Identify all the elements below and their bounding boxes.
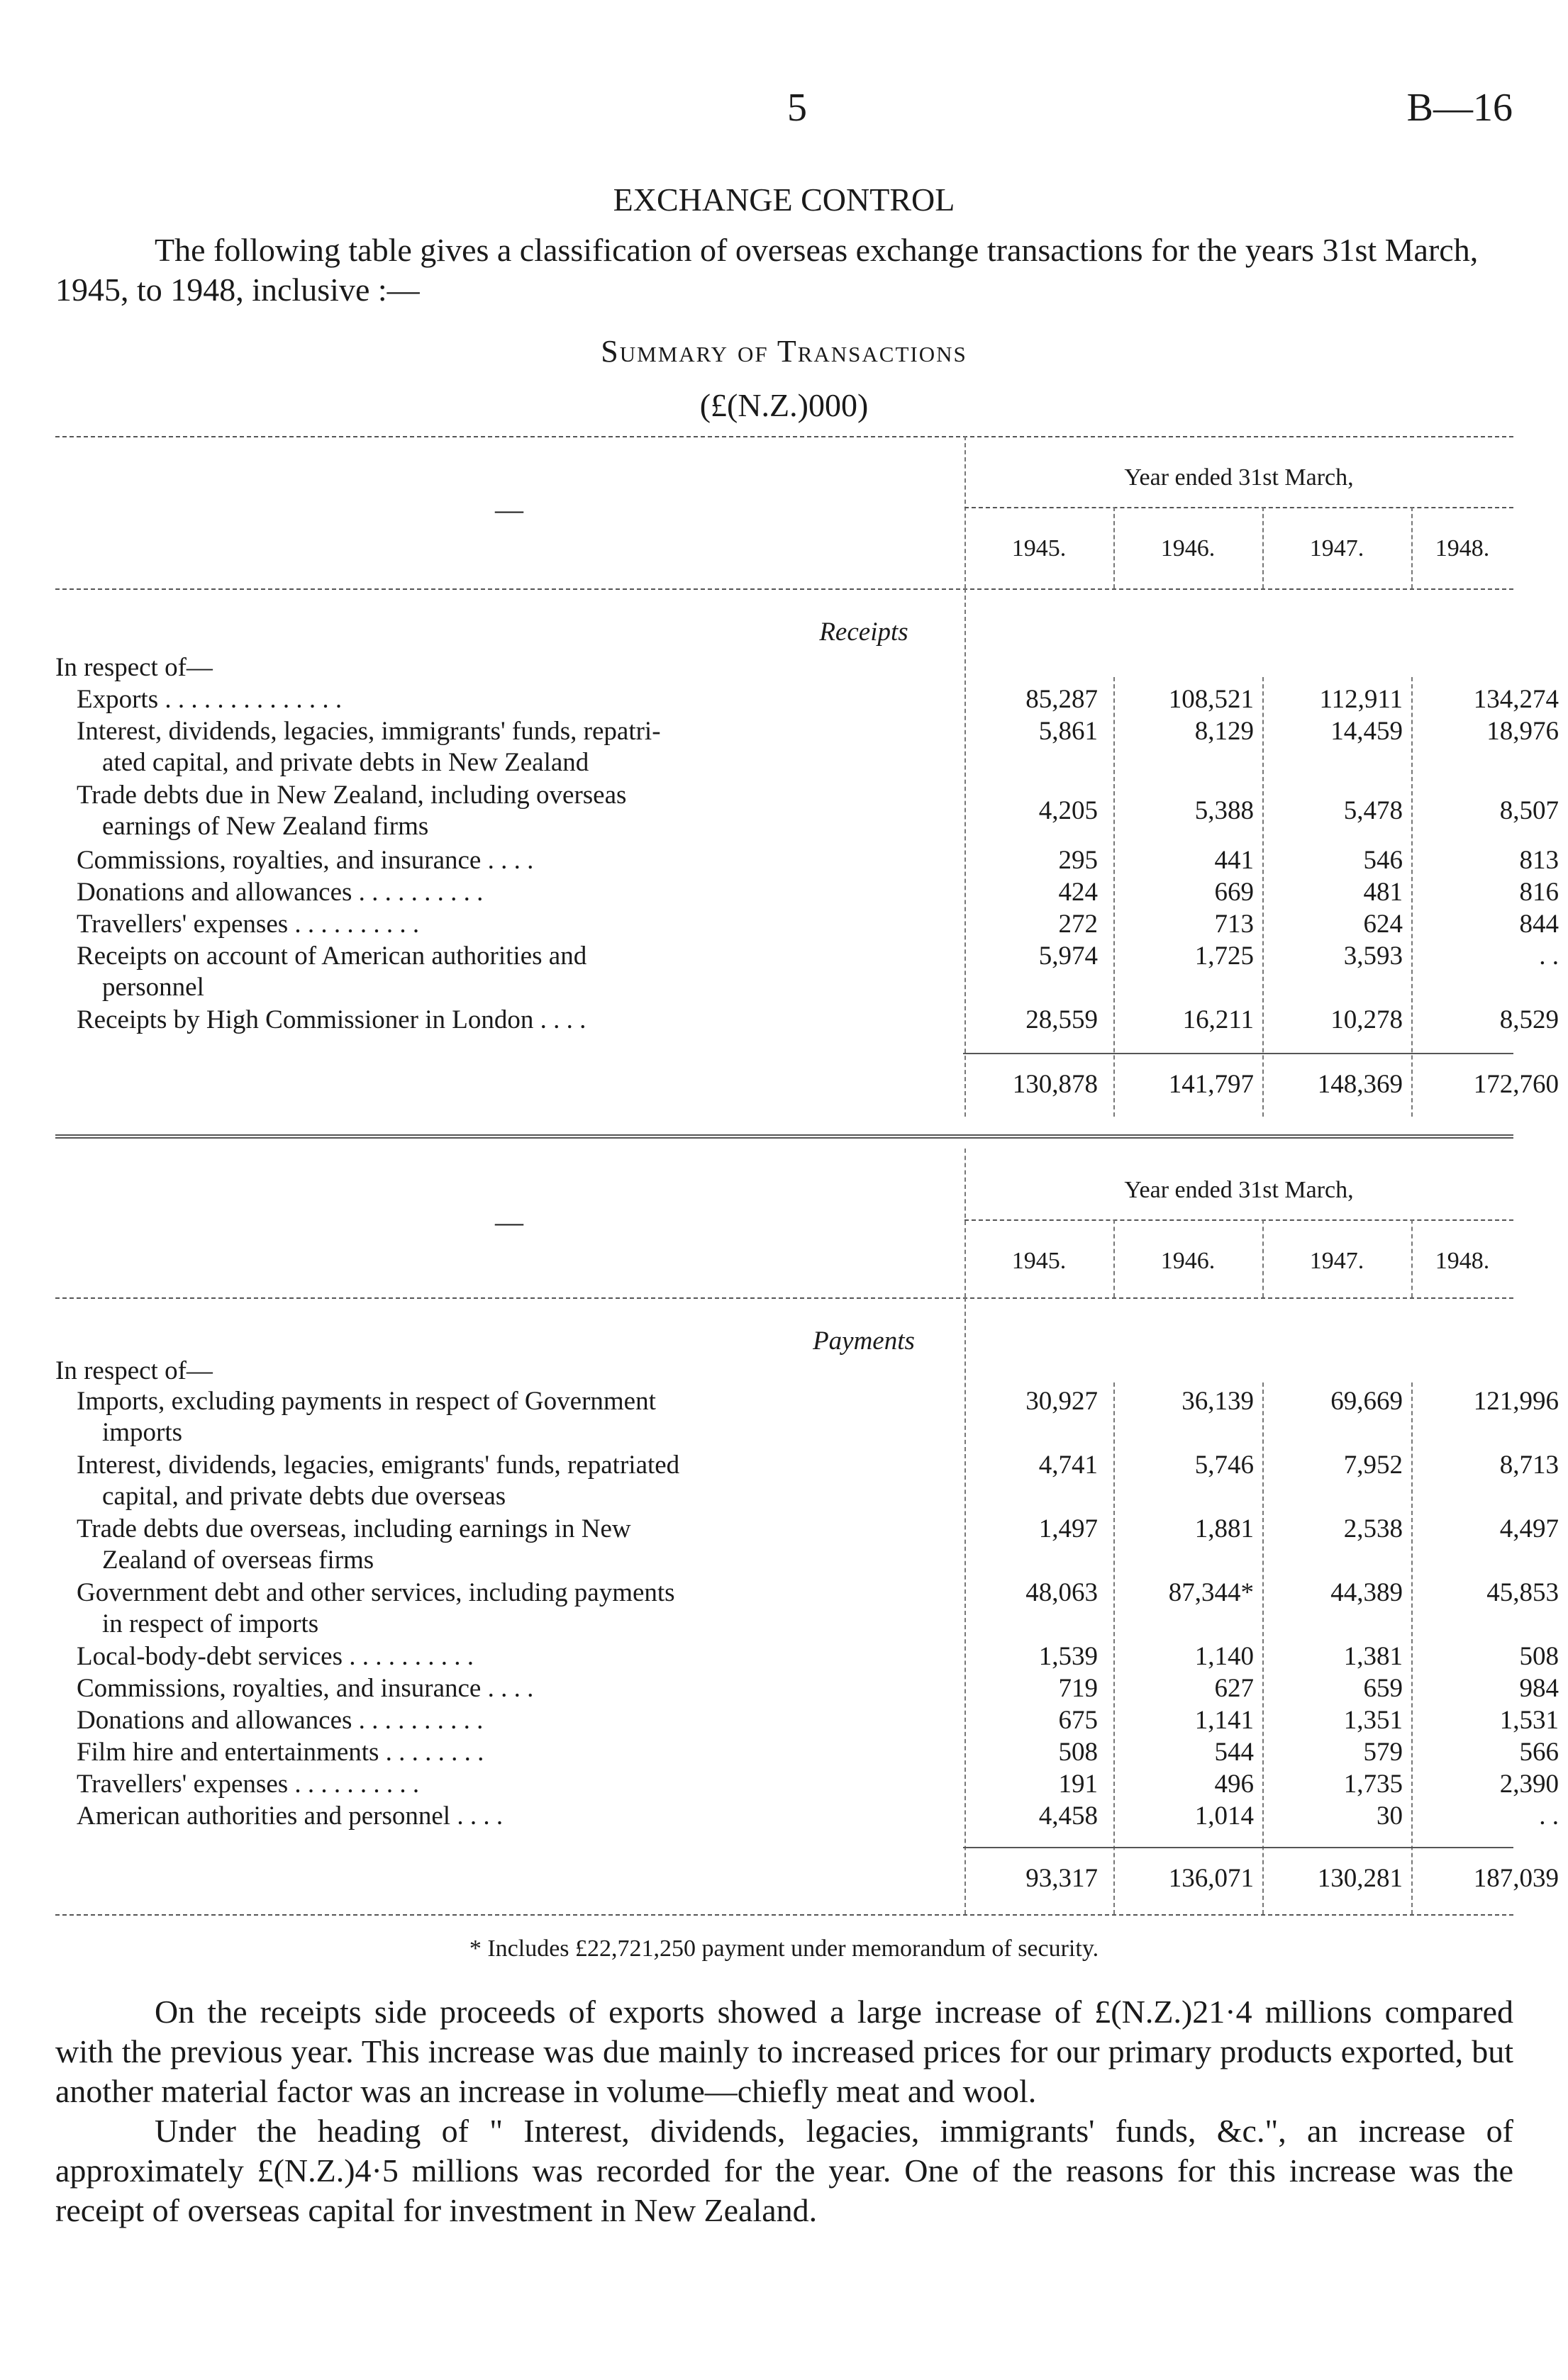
total-1946: 136,071 [1168,1864,1254,1893]
table-row [55,1450,1559,1512]
cell-1948: 134,274 [1473,685,1559,714]
cell-1948: 18,976 [1486,717,1559,746]
cell-1946: 1,141 [1194,1706,1254,1735]
cell-1946: 1,014 [1194,1801,1254,1831]
cell-1945: 272 [1058,910,1098,939]
cell-1946: 36,139 [1181,1387,1254,1416]
cell-1947: 69,669 [1330,1387,1403,1416]
cell-1945: 5,974 [1038,942,1098,971]
total-1947: 130,281 [1317,1864,1403,1893]
table-row [55,1514,1559,1576]
cell-1946: 1,881 [1194,1514,1254,1543]
cell-1945: 675 [1058,1706,1098,1735]
row-label: Interest, dividends, legacies, immigrants' funds, repatri- [77,717,661,746]
in-respect-of: In respect of— [55,1356,213,1385]
row-label: American authorities and personnel . . . . [77,1801,504,1831]
row-label: Donations and allowances . . . . . . . . . . [77,1706,484,1735]
total-row [55,1067,1559,1110]
total-1946: 141,797 [1168,1070,1254,1099]
row-label: Trade debts due overseas, including earnings in New [77,1514,631,1543]
cell-1948: 121,996 [1473,1387,1559,1416]
cell-1946: 87,344* [1168,1578,1254,1607]
cell-1948: 8,507 [1499,796,1559,825]
cell-1948: 8,529 [1499,1005,1559,1034]
table-row [55,1386,1559,1448]
cell-1945: 191 [1058,1770,1098,1799]
cell-1945: 508 [1058,1738,1098,1767]
row-label: Commissions, royalties, and insurance . . . . [77,1674,534,1703]
cell-1946: 5,746 [1194,1451,1254,1480]
row-label-cont: personnel [102,973,204,1002]
cell-1945: 30,927 [1025,1387,1098,1416]
cell-1948: 508 [1519,1642,1559,1671]
cell-1945: 48,063 [1025,1578,1098,1607]
footnote: * Includes £22,721,250 payment under memorandum of security. [469,1935,1099,1962]
in-respect-of: In respect of— [55,653,213,682]
year-header: 1947. [1309,535,1364,562]
row-label: Travellers' expenses . . . . . . . . . . [77,910,420,939]
cell-1947: 14,459 [1330,717,1403,746]
year-header: 1945. [1011,1248,1067,1274]
cell-1948: 816 [1519,878,1559,907]
cell-1948: . . [1539,942,1559,971]
cell-1948: 8,713 [1499,1451,1559,1480]
cell-1948: 2,390 [1499,1770,1559,1799]
cell-1945: 28,559 [1025,1005,1098,1034]
cell-1948: 984 [1519,1674,1559,1703]
commentary [55,1992,1513,2230]
table-row [55,780,1559,842]
cell-1947: 44,389 [1330,1578,1403,1607]
cell-1946: 1,725 [1194,942,1254,971]
page-number: 5 [787,86,807,130]
cell-1945: 424 [1058,878,1098,907]
cell-1947: 112,911 [1319,685,1403,714]
total-1947: 148,369 [1317,1070,1403,1099]
cell-1947: 3,593 [1343,942,1403,971]
total-row [55,1861,1559,1904]
table-row [55,941,1559,1003]
year-group-header: Year ended 31st March, [1124,464,1354,491]
cell-1946: 669 [1214,878,1254,907]
table-row [55,716,1559,778]
cell-1946: 108,521 [1168,685,1254,714]
page-code: B—16 [1406,86,1513,130]
cell-1946: 627 [1214,1674,1254,1703]
total-1948: 187,039 [1473,1864,1559,1893]
table-unit: (£(N.Z.)000) [699,387,869,423]
row-label: Receipts by High Commissioner in London . . . . [77,1005,586,1034]
cell-1947: 481 [1363,878,1403,907]
cell-1947: 659 [1363,1674,1403,1703]
row-label: Commissions, royalties, and insurance . . . . [77,846,534,875]
cell-1946: 544 [1214,1738,1254,1767]
stub-header: — [495,493,523,525]
row-label: Donations and allowances . . . . . . . . . . [77,878,484,907]
cell-1947: 30 [1377,1801,1403,1831]
cell-1946: 441 [1214,846,1254,875]
table-row [55,1577,1559,1640]
table-row [55,1005,1559,1067]
cell-1946: 16,211 [1182,1005,1254,1034]
payments-label: Payments [813,1326,915,1356]
row-label-cont: capital, and private debts due overseas [102,1482,506,1511]
cell-1945: 4,205 [1038,796,1098,825]
cell-1947: 1,351 [1343,1706,1403,1735]
cell-1946: 496 [1214,1770,1254,1799]
payments-table [55,1149,1559,1928]
cell-1947: 2,538 [1343,1514,1403,1543]
cell-1947: 624 [1363,910,1403,939]
year-header: 1947. [1309,1248,1364,1274]
cell-1945: 4,741 [1038,1451,1098,1480]
paragraph: On the receipts side proceeds of exports showed a large increase of £(N.Z.)21·4 millions compared with the previous year. This increase was due mainly to increased prices for our primary products exported, but another material factor was an increase in volume—chiefly meat and wool. [55,1994,1513,2109]
row-label: Local-body-debt services . . . . . . . . . . [77,1642,474,1671]
cell-1946: 5,388 [1194,796,1254,825]
year-group-header: Year ended 31st March, [1124,1177,1354,1203]
year-header: 1948. [1435,1248,1490,1274]
intro-text: The following table gives a classification of overseas exchange transactions for the years 31st March, 1945, to 1948, inclusive :— [55,232,1479,308]
row-label: Travellers' expenses . . . . . . . . . . [77,1770,420,1799]
table-subtitle: Summary of Transactions [601,334,967,369]
cell-1948: 566 [1519,1738,1559,1767]
row-label-cont: in respect of imports [102,1609,319,1638]
cell-1945: 719 [1058,1674,1098,1703]
document-title: EXCHANGE CONTROL [613,181,955,218]
receipts-label: Receipts [819,618,908,647]
cell-1947: 546 [1363,846,1403,875]
row-label: Film hire and entertainments . . . . . . . . [77,1738,484,1767]
cell-1945: 295 [1058,846,1098,875]
cell-1945: 1,539 [1038,1642,1098,1671]
year-header: 1946. [1160,535,1216,562]
cell-1948: 4,497 [1499,1514,1559,1543]
total-1945: 93,317 [1025,1864,1098,1893]
cell-1945: 85,287 [1025,685,1098,714]
cell-1946: 8,129 [1194,717,1254,746]
row-label: Imports, excluding payments in respect of Government [77,1387,656,1416]
cell-1947: 1,735 [1343,1770,1403,1799]
year-header: 1945. [1011,535,1067,562]
cell-1947: 579 [1363,1738,1403,1767]
cell-1948: 45,853 [1486,1578,1559,1607]
cell-1948: 1,531 [1499,1706,1559,1735]
cell-1948: 813 [1519,846,1559,875]
cell-1947: 7,952 [1343,1451,1403,1480]
cell-1945: 4,458 [1038,1801,1098,1831]
cell-1947: 10,278 [1330,1005,1403,1034]
receipts-table [55,436,1559,1131]
row-label-cont: imports [102,1418,183,1447]
intro-paragraph [55,230,1513,310]
row-label: Interest, dividends, legacies, emigrants' funds, repatriated [77,1451,680,1480]
row-label: Receipts on account of American authorities and [77,942,587,971]
year-header: 1948. [1435,535,1490,562]
year-header: 1946. [1160,1248,1216,1274]
row-label-cont: earnings of New Zealand firms [102,812,429,841]
cell-1945: 1,497 [1038,1514,1098,1543]
cell-1946: 713 [1214,910,1254,939]
row-label: Government debt and other services, including payments [77,1578,675,1607]
cell-1947: 5,478 [1343,796,1403,825]
cell-1945: 5,861 [1038,717,1098,746]
total-1948: 172,760 [1473,1070,1559,1099]
cell-1946: 1,140 [1194,1642,1254,1671]
row-label-cont: ated capital, and private debts in New Zealand [102,748,589,777]
cell-1948: 844 [1519,910,1559,939]
total-1945: 130,878 [1012,1070,1098,1099]
cell-1947: 1,381 [1343,1642,1403,1671]
stub-header: — [495,1206,523,1238]
row-label: Trade debts due in New Zealand, including overseas [77,781,627,810]
paragraph: Under the heading of " Interest, dividends, legacies, immigrants' funds, &c.", an increase of approximately £(N.Z.)4·5 millions was recorded for the year. One of the reasons for this increase was the receipt of overseas capital for investment in New Zealand. [55,2113,1513,2228]
row-label: Exports . . . . . . . . . . . . . . [77,685,343,714]
cell-1948: . . [1539,1801,1559,1831]
table-row [55,1801,1559,1863]
row-label-cont: Zealand of overseas firms [102,1546,374,1575]
